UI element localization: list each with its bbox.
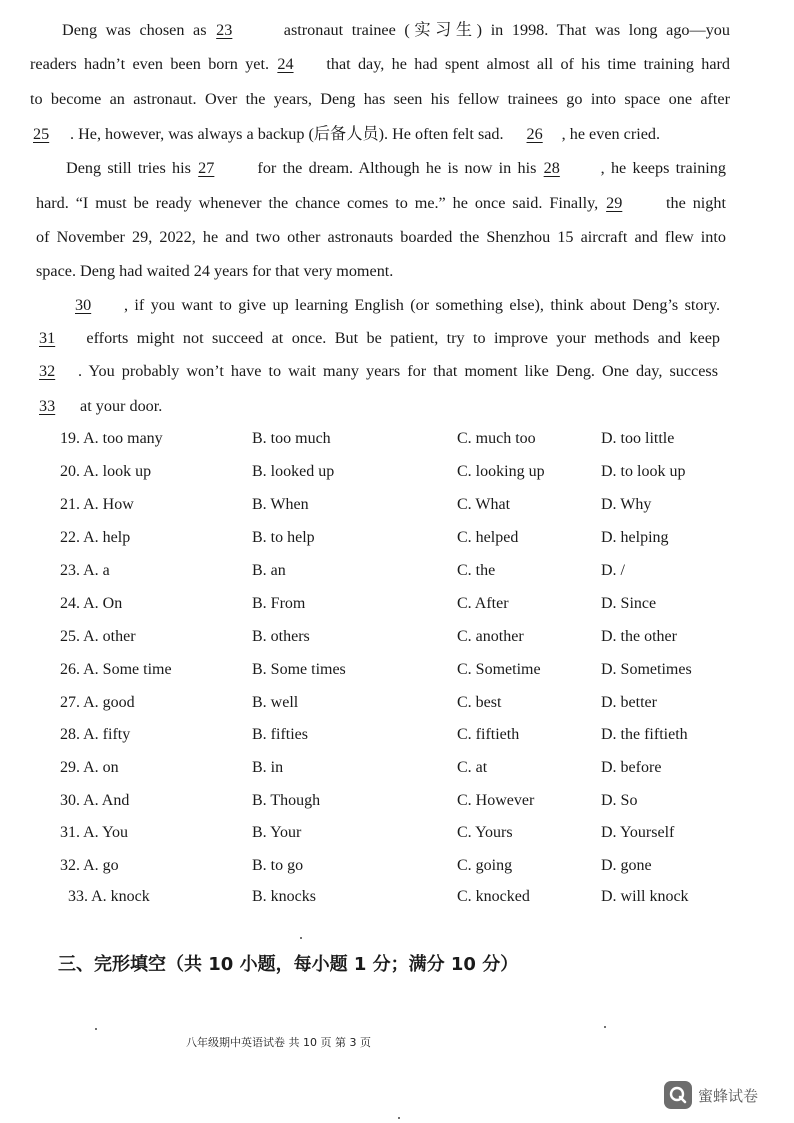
passage-text: at your door. bbox=[76, 397, 163, 415]
question-26 bbox=[0, 659, 794, 681]
scan-speck bbox=[604, 1026, 606, 1028]
option-d: D. helping bbox=[601, 529, 669, 546]
passage-line bbox=[36, 193, 726, 213]
option-b: B. others bbox=[252, 628, 310, 645]
bee-logo-icon bbox=[664, 1081, 692, 1109]
passage-text: , he even cried. bbox=[561, 125, 661, 143]
option-a: 22. A. help bbox=[60, 529, 131, 546]
passage-text: space. Deng had waited 24 years for that very moment. bbox=[36, 262, 394, 280]
option-d: D. will knock bbox=[601, 888, 689, 905]
passage-line bbox=[66, 158, 726, 178]
passage-text: efforts might not succeed at once. But be patient, try to improve your methods and keep bbox=[78, 329, 720, 347]
passage-text: . He, however, was always a backup (后备人员). He often felt sad. bbox=[70, 125, 508, 143]
passage-text: Deng still tries his bbox=[66, 159, 198, 177]
option-c: C. another bbox=[457, 628, 524, 645]
option-c: C. However bbox=[457, 792, 535, 809]
option-d: D. Yourself bbox=[601, 824, 675, 841]
question-20 bbox=[0, 461, 794, 483]
passage-text: , he keeps training bbox=[600, 159, 726, 177]
option-b: B. to help bbox=[252, 529, 315, 546]
option-a: 27. A. good bbox=[60, 694, 135, 711]
passage-line bbox=[36, 261, 736, 281]
blank-28: 28 bbox=[543, 159, 560, 177]
blank-32: 32 bbox=[39, 362, 56, 380]
option-b: B. From bbox=[252, 595, 306, 612]
option-d: D. Why bbox=[601, 496, 652, 513]
option-c: C. Yours bbox=[457, 824, 513, 841]
passage-line bbox=[30, 54, 730, 74]
watermark bbox=[664, 1080, 758, 1110]
passage-text: of November 29, 2022, he and two other astronauts boarded the Shenzhou 15 aircraft and flew into bbox=[36, 228, 726, 246]
option-b: B. looked up bbox=[252, 463, 335, 480]
question-24 bbox=[0, 593, 794, 615]
option-d: D. Sometimes bbox=[601, 661, 692, 678]
option-a: 33. A. knock bbox=[68, 888, 150, 905]
question-29 bbox=[0, 757, 794, 779]
option-a: 20. A. look up bbox=[60, 463, 152, 480]
option-a: 25. A. other bbox=[60, 628, 136, 645]
option-b: B. fifties bbox=[252, 726, 308, 743]
option-c: C. After bbox=[457, 595, 509, 612]
option-d: D. Since bbox=[601, 595, 657, 612]
option-a: 32. A. go bbox=[60, 857, 119, 874]
option-a: 24. A. On bbox=[60, 595, 123, 612]
blank-23: 23 bbox=[216, 21, 233, 39]
option-a: 21. A. How bbox=[60, 496, 134, 513]
option-b: B. in bbox=[252, 759, 284, 776]
passage-text: that day, he had spent almost all of his time training hard bbox=[326, 55, 730, 73]
option-b: B. knocks bbox=[252, 888, 316, 905]
passage-text: , if you want to give up learning English (or something else), think about Deng’s story. bbox=[124, 296, 720, 314]
option-b: B. to go bbox=[252, 857, 304, 874]
page-footer: 八年级期中英语试卷 共 10 页 第 3 页 bbox=[186, 1036, 371, 1049]
passage-text: the night bbox=[659, 194, 726, 212]
option-b: B. Some times bbox=[252, 661, 346, 678]
passage-text: to become an astronaut. Over the years, Deng has seen his fellow trainees go into space one after bbox=[30, 90, 730, 108]
option-d: D. too little bbox=[601, 430, 675, 447]
question-27 bbox=[0, 692, 794, 714]
scan-speck bbox=[300, 937, 302, 939]
option-a: 30. A. And bbox=[60, 792, 130, 809]
option-d: D. So bbox=[601, 792, 638, 809]
question-25 bbox=[0, 626, 794, 648]
option-a: 23. A. a bbox=[60, 562, 110, 579]
option-c: C. What bbox=[457, 496, 511, 513]
option-c: C. much too bbox=[457, 430, 536, 447]
passage-line bbox=[38, 361, 718, 381]
option-c: C. at bbox=[457, 759, 488, 776]
option-c: C. the bbox=[457, 562, 496, 579]
blank-30: 30 bbox=[75, 296, 92, 314]
question-30 bbox=[0, 790, 794, 812]
passage-line bbox=[62, 20, 730, 40]
passage-text: hard. “I must be ready whenever the chance comes to me.” he once said. Finally, bbox=[36, 194, 606, 212]
option-d: D. gone bbox=[601, 857, 652, 874]
passage-line bbox=[32, 124, 732, 144]
blank-29: 29 bbox=[606, 194, 623, 212]
option-c: C. Sometime bbox=[457, 661, 541, 678]
blank-24: 24 bbox=[277, 55, 294, 73]
passage-line bbox=[74, 295, 720, 315]
scan-speck bbox=[95, 1028, 97, 1030]
passage-line bbox=[36, 227, 726, 247]
option-b: B. an bbox=[252, 562, 286, 579]
passage-line bbox=[38, 396, 738, 416]
option-b: B. Though bbox=[252, 792, 321, 809]
blank-31: 31 bbox=[39, 329, 56, 347]
option-c: C. helped bbox=[457, 529, 519, 546]
blank-26: 26 bbox=[526, 125, 543, 143]
question-21 bbox=[0, 494, 794, 516]
option-a: 19. A. too many bbox=[60, 430, 163, 447]
blank-27: 27 bbox=[198, 159, 215, 177]
option-d: D. the fiftieth bbox=[601, 726, 688, 743]
section-heading: 三、完形填空（共 10 小题，每小题 1 分；满分 10 分） bbox=[58, 954, 519, 975]
watermark-text: 蜜蜂试卷 bbox=[698, 1086, 759, 1105]
passage-text: for the dream. Although he is now in his bbox=[251, 159, 543, 177]
option-a: 26. A. Some time bbox=[60, 661, 172, 678]
question-28 bbox=[0, 724, 794, 746]
passage-line bbox=[30, 89, 730, 109]
option-a: 28. A. fifty bbox=[60, 726, 131, 743]
option-b: B. Your bbox=[252, 824, 302, 841]
question-19 bbox=[0, 428, 794, 450]
blank-33: 33 bbox=[39, 397, 56, 415]
option-b: B. well bbox=[252, 694, 299, 711]
passage-line bbox=[38, 328, 720, 348]
option-c: C. best bbox=[457, 694, 502, 711]
question-22 bbox=[0, 527, 794, 549]
option-c: C. knocked bbox=[457, 888, 530, 905]
option-d: D. better bbox=[601, 694, 657, 711]
option-d: D. to look up bbox=[601, 463, 686, 480]
option-c: C. looking up bbox=[457, 463, 545, 480]
question-33 bbox=[0, 886, 794, 908]
passage-text: astronaut trainee (实习生) in 1998. That was long ago—you bbox=[275, 21, 730, 39]
option-d: D. the other bbox=[601, 628, 677, 645]
blank-25: 25 bbox=[33, 125, 50, 143]
passage-text: Deng was chosen as bbox=[62, 21, 216, 39]
option-a: 31. A. You bbox=[60, 824, 129, 841]
option-c: C. going bbox=[457, 857, 513, 874]
passage-text: . You probably won’t have to wait many years for that moment like Deng. One day, success bbox=[78, 362, 718, 380]
option-b: B. When bbox=[252, 496, 309, 513]
option-b: B. too much bbox=[252, 430, 331, 447]
option-d: D. / bbox=[601, 562, 625, 579]
passage-text: readers hadn’t even been born yet. bbox=[30, 55, 277, 73]
scan-speck bbox=[398, 1117, 400, 1119]
option-a: 29. A. on bbox=[60, 759, 119, 776]
question-32 bbox=[0, 855, 794, 877]
question-23 bbox=[0, 560, 794, 582]
question-31 bbox=[0, 822, 794, 844]
option-d: D. before bbox=[601, 759, 662, 776]
option-c: C. fiftieth bbox=[457, 726, 520, 743]
